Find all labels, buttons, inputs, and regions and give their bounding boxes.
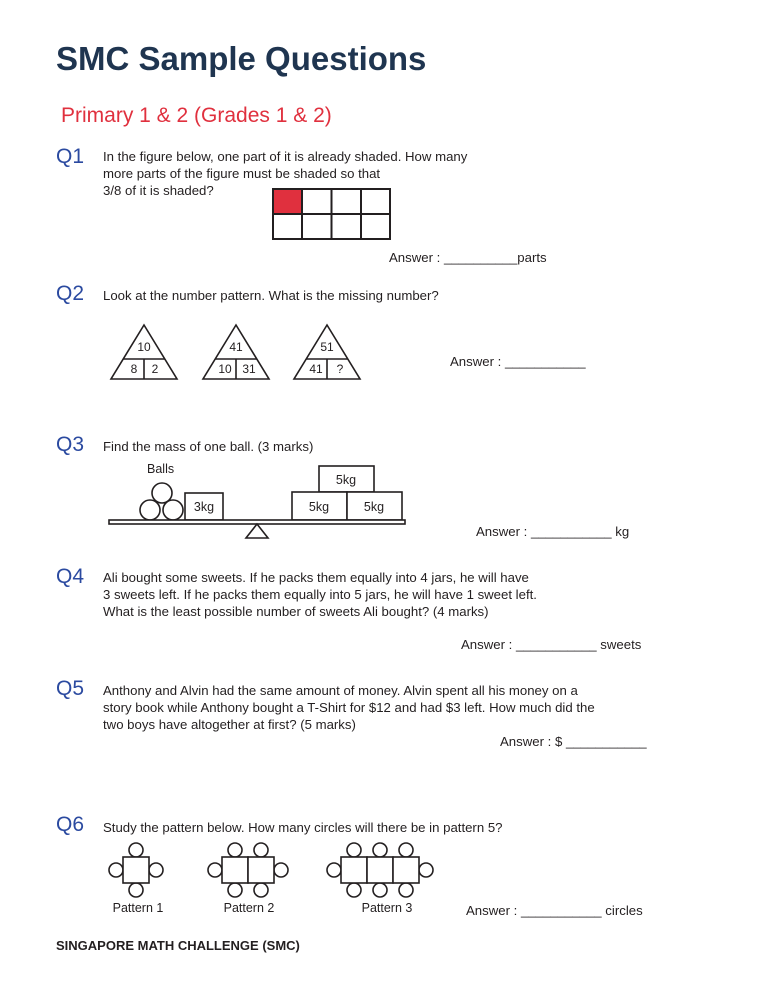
page-title: SMC Sample Questions xyxy=(56,40,427,77)
pattern-1-label: Pattern 1 xyxy=(112,901,164,915)
triangle-3-left: 41 xyxy=(309,362,323,376)
q1-answer: Answer : __________parts xyxy=(389,250,547,265)
question-number-q6: Q6 xyxy=(56,813,85,836)
pattern-3-label: Pattern 3 xyxy=(361,901,413,915)
q4-line-2: 3 sweets left. If he packs them equally into 5 jars, he will have 1 sweet left. xyxy=(103,587,537,602)
page-subtitle: Primary 1 & 2 (Grades 1 & 2) xyxy=(61,104,332,127)
question-number-q3: Q3 xyxy=(56,433,85,456)
pattern-2-label: Pattern 2 xyxy=(223,901,275,915)
q5-line-3: two boys have altogether at first? (5 marks) xyxy=(103,717,356,732)
q1-line-3: 3/8 of it is shaded? xyxy=(103,183,214,198)
q6-answer: Answer : ___________ circles xyxy=(466,903,643,918)
triangle-2-left: 10 xyxy=(218,362,232,376)
weight-5kg-top-label: 5kg xyxy=(335,473,357,487)
q1-line-1: In the figure below, one part of it is already shaded. How many xyxy=(103,149,468,164)
triangle-2-top: 41 xyxy=(229,340,243,354)
question-text-q4 xyxy=(103,569,537,620)
q5-line-1: Anthony and Alvin had the same amount of money. Alvin spent all his money on a xyxy=(103,683,578,698)
question-text-q5 xyxy=(103,682,595,733)
question-text-q2: Look at the number pattern. What is the missing number? xyxy=(103,288,439,303)
q6-patterns-figure xyxy=(104,838,434,918)
weight-5kg-bottom-left-label: 5kg xyxy=(308,500,330,514)
q4-line-1: Ali bought some sweets. If he packs them equally into 4 jars, he will have xyxy=(103,570,529,585)
triangle-1-left: 8 xyxy=(130,362,138,376)
triangle-3-top: 51 xyxy=(320,340,334,354)
triangle-3-right: ? xyxy=(336,362,344,376)
question-text-q3: Find the mass of one ball. (3 marks) xyxy=(103,439,314,454)
question-text-q6: Study the pattern below. How many circles will there be in pattern 5? xyxy=(103,820,503,835)
balance-fulcrum xyxy=(246,524,268,538)
ball-left xyxy=(140,500,160,520)
q4-line-3: What is the least possible number of sweets Ali bought? (4 marks) xyxy=(103,604,489,619)
question-number-q5: Q5 xyxy=(56,677,85,700)
balls-label: Balls xyxy=(147,462,175,476)
q1-shaded-cell xyxy=(273,189,302,214)
weight-3kg-label: 3kg xyxy=(193,500,215,514)
q1-line-2: more parts of the figure must be shaded so that xyxy=(103,166,381,181)
q2-triangles-figure xyxy=(108,322,378,384)
question-number-q4: Q4 xyxy=(56,565,85,588)
triangle-1-right: 2 xyxy=(151,362,159,376)
q3-balance-figure xyxy=(105,456,415,541)
q3-answer: Answer : ___________ kg xyxy=(476,524,630,539)
question-number-q2: Q2 xyxy=(56,282,85,305)
ball-right xyxy=(163,500,183,520)
question-number-q1: Q1 xyxy=(56,145,85,168)
triangle-2-right: 31 xyxy=(242,362,256,376)
pattern-1-shape xyxy=(109,843,163,897)
q1-grid-figure xyxy=(270,186,394,242)
pattern-2-shape xyxy=(208,843,288,897)
q2-answer: Answer : ___________ xyxy=(450,354,586,369)
q4-answer: Answer : ___________ sweets xyxy=(461,637,642,652)
q5-line-2: story book while Anthony bought a T-Shirt for $12 and had $3 left. How much did the xyxy=(103,700,595,715)
weight-5kg-bottom-right-label: 5kg xyxy=(363,500,385,514)
q5-answer: Answer : $ ___________ xyxy=(500,734,647,749)
triangle-1-top: 10 xyxy=(137,340,151,354)
page-footer: SINGAPORE MATH CHALLENGE (SMC) xyxy=(56,938,300,953)
pattern-3-shape xyxy=(327,843,433,897)
